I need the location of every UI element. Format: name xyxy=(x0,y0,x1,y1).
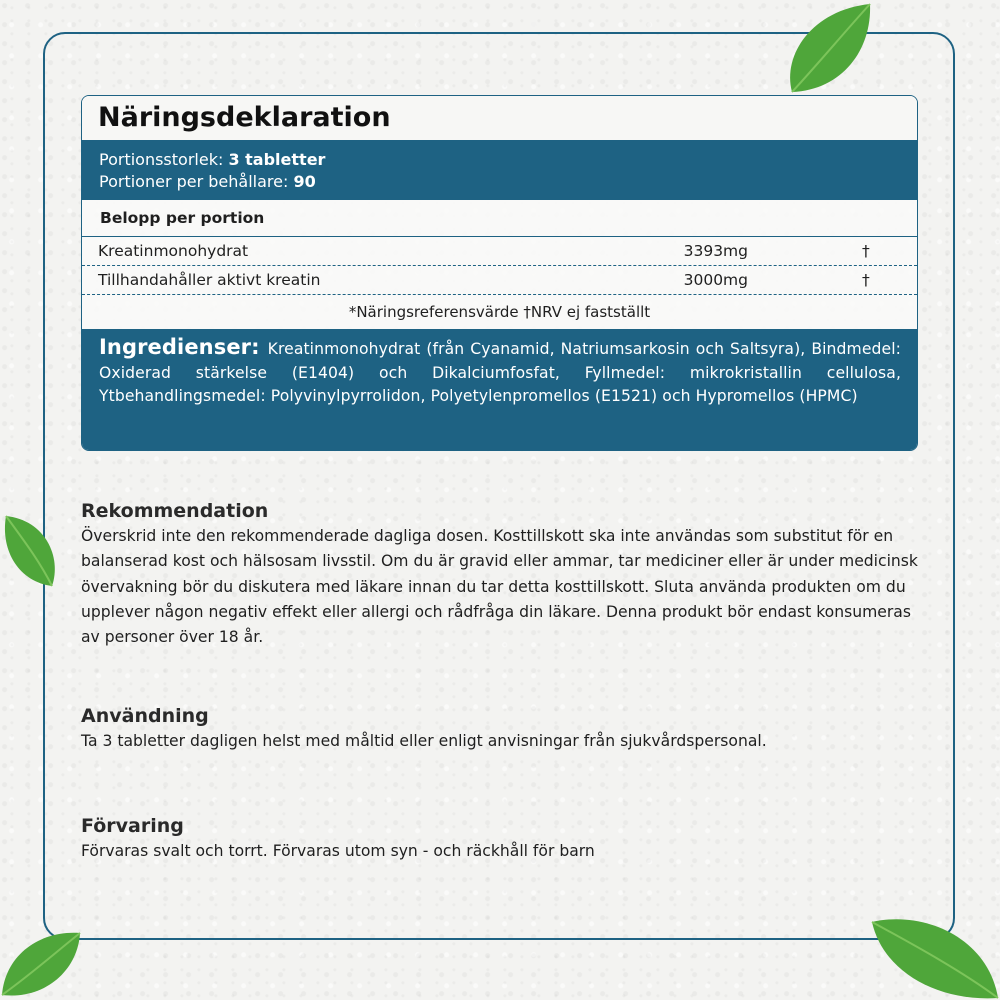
servings-label: Portioner per behållare: xyxy=(99,172,289,191)
leaf-icon xyxy=(868,912,1000,1000)
recommendation-text: Överskrid inte den rekommenderade dagliga dosen. Kosttillskott ska inte användas som substitut för en balanserad kost och hälsosam livsstil. Om du är gravid eller ammar, tar mediciner eller är under medicinsk övervakning bör du diskutera med läkare innan du tar detta kosttillskott. Sluta använda produkten om du upplever någon negativ effekt eller allergi och rådfråga din läkare. Denna produkt bör endast konsumeras av personer över 18 år. xyxy=(81,527,918,647)
servings-per-container xyxy=(99,171,900,193)
row-nrv: † xyxy=(862,271,870,289)
row-name: Tillhandahåller aktivt kreatin xyxy=(98,271,321,289)
recommendation-heading: Rekommendation xyxy=(81,500,269,522)
serving-size-value: 3 tabletter xyxy=(228,150,326,169)
row-amount: 3393mg xyxy=(683,242,748,260)
amount-header: Belopp per portion xyxy=(82,200,917,237)
leaf-icon xyxy=(0,925,82,1000)
serving-size-label: Portionsstorlek: xyxy=(99,150,224,169)
storage-text: Förvaras svalt och torrt. Förvaras utom syn - och räckhåll för barn xyxy=(81,842,595,860)
row-name: Kreatinmonohydrat xyxy=(98,242,249,260)
row-nrv: † xyxy=(862,242,870,260)
serving-info xyxy=(82,141,917,200)
table-row xyxy=(82,266,917,295)
panel-title: Näringsdeklaration xyxy=(82,96,917,141)
recommendation-section xyxy=(81,498,921,650)
storage-section xyxy=(81,813,921,864)
row-amount: 3000mg xyxy=(683,271,748,289)
footnote: *Näringsreferensvärde †NRV ej fastställt xyxy=(82,295,917,330)
leaf-icon xyxy=(0,512,62,590)
usage-section xyxy=(81,703,921,754)
serving-size xyxy=(99,149,900,171)
nutrition-panel xyxy=(81,95,918,451)
leaf-icon xyxy=(782,0,878,100)
usage-heading: Användning xyxy=(81,705,209,727)
servings-value: 90 xyxy=(293,172,316,191)
storage-heading: Förvaring xyxy=(81,815,184,837)
usage-text: Ta 3 tabletter dagligen helst med måltid eller enligt anvisningar från sjukvårdspersonal. xyxy=(81,732,767,750)
ingredients-label: Ingredienser: xyxy=(99,335,260,359)
ingredients-block xyxy=(82,330,917,451)
ingredients-text: Kreatinmonohydrat (från Cyanamid, Natriumsarkosin och Saltsyra), Bindmedel: Oxiderad stärkelse (E1404) och Dikalciumfosfat, Fyllmedel: mikrokristallin cellulosa, Ytbehandlingsmedel: Polyvinylpyrrolidon, Polyetylenpromellos (E1521) och Hypromellos (HPMC) xyxy=(99,340,901,405)
table-row xyxy=(82,237,917,266)
